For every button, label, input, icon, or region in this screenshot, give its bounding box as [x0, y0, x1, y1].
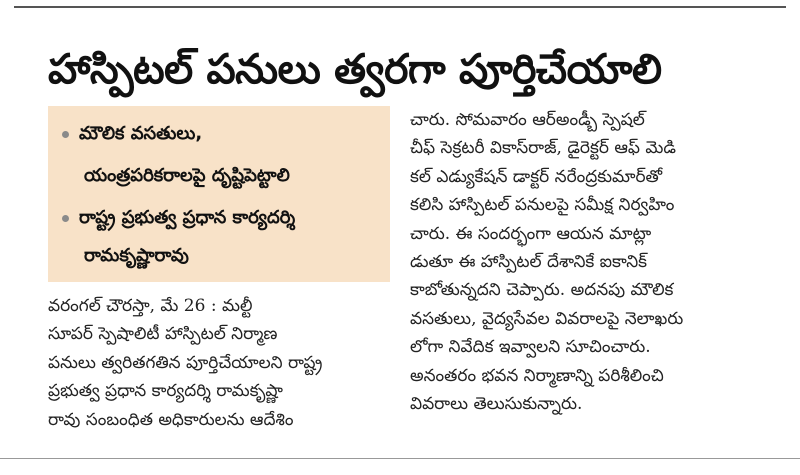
left-line: ప్రభుత్వ ప్రధాన కార్యదర్శి రామకృష్ణా	[48, 381, 283, 402]
highlight-2-line-2: రామకృష్ణారావు	[84, 245, 189, 266]
highlight-1-line-1: మౌలిక వసతులు,	[79, 123, 203, 144]
right-line: వసతులు, వైద్యసేవల వివరాలపై నెలాఖరు	[410, 308, 684, 329]
left-line: సూపర్ స్పెషాలిటీ హాస్పిటల్ నిర్మాణ	[48, 324, 278, 345]
right-line: కాబోతున్నదని చెప్పారు. అదనపు మౌలిక	[410, 280, 674, 301]
headline: హాస్పిటల్ పనులు త్వరగా పూర్తిచేయాలి	[48, 45, 662, 93]
article-right-column	[410, 106, 760, 418]
highlight-2-line-1: రాష్ట్ర ప్రభుత్వ ప్రధాన కార్యదర్శి	[79, 207, 296, 228]
highlight-bullet-2	[62, 204, 295, 232]
right-line: చీఫ్ సెక్రటరీ వికాస్‌రాజ్, డైరెక్టర్ ఆఫ్ మెడి	[410, 138, 676, 159]
top-rule	[14, 6, 786, 8]
right-line: వివరాలు తెలుసుకున్నారు.	[410, 394, 583, 415]
right-line: లోగా నివేదిక ఇవ్వాలని సూచించారు.	[410, 337, 651, 358]
left-line: పనులు త్వరితగతిన పూర్తిచేయాలని రాష్ట్ర	[48, 352, 323, 373]
bullet-dot-icon	[62, 131, 69, 138]
highlight-bullet-1	[62, 120, 202, 148]
highlight-box	[48, 106, 390, 282]
article-left-column	[48, 292, 393, 434]
bottom-rule	[0, 458, 800, 459]
right-line: అనంతరం భవన నిర్మాణాన్ని పరిశీలించి	[410, 365, 664, 386]
right-line: చారు. ఈ సందర్భంగా ఆయన మాట్లా	[410, 223, 652, 244]
right-line: చారు. సోమవారం ఆర్అండ్బీ స్పెషల్	[410, 110, 645, 130]
right-line: కలిసి హాస్పిటల్ పనులపై సమీక్ష నిర్వహిం	[410, 195, 675, 216]
left-line: రావు సంబంధిత అధికారులను ఆదేశిం	[48, 409, 294, 430]
right-line: కల్ ఎడ్యుకేషన్ డాక్టర్ నరేంద్రకుమార్‌తో	[410, 166, 663, 187]
left-line: వరంగల్ చౌరస్తా, మే 26 : మల్టీ	[48, 296, 253, 316]
bullet-dot-icon	[62, 215, 69, 222]
highlight-1-line-2: యంత్రపరికరాలపై దృష్టిపెట్టాలి	[84, 165, 290, 186]
right-line: డుతూ ఈ హాస్పిటల్ దేశానికే ఐకానిక్	[410, 252, 648, 273]
